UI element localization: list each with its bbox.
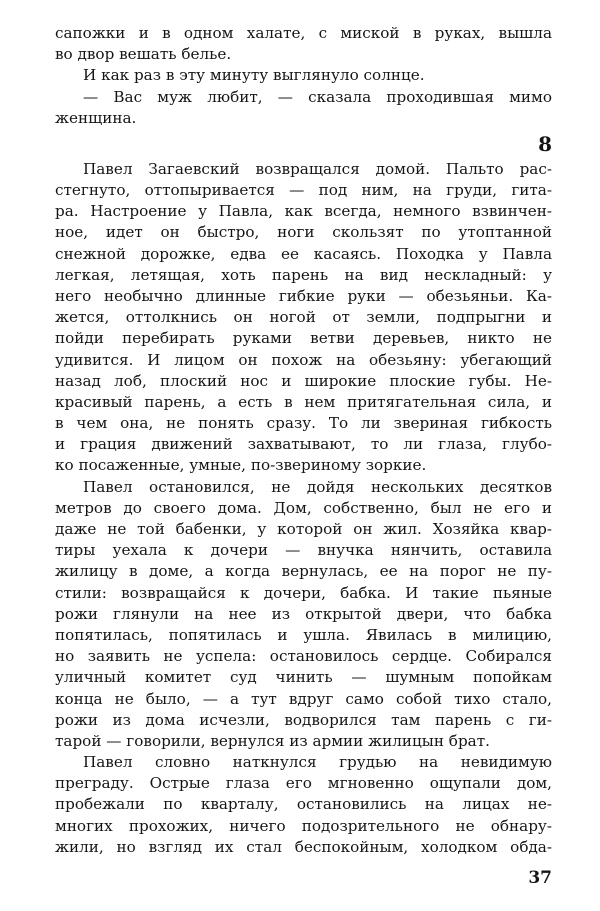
text-line: жется, оттолкнись он ногой от земли, подпрыгни и	[55, 308, 552, 326]
text-line: жили, но взгляд их стал беспокойным, холодком обда-	[55, 838, 552, 856]
text-line: Павел Загаевский возвращался домой. Пальто рас-	[83, 160, 552, 178]
text-line: назад лоб, плоский нос и широкие плоские губы. Не-	[55, 372, 552, 390]
page-number: 37	[528, 868, 552, 888]
text-line: Павел остановился, не дойдя нескольких десятков	[83, 478, 552, 496]
text-line: конца не было, — а тут вдруг само собой тихо стало,	[55, 690, 552, 708]
text-line: сапожки и в одном халате, с миской в руках, вышла	[55, 24, 552, 42]
text-line: пойди перебирать руками ветви деревьев, никто не	[55, 329, 552, 347]
text-line: тиры уехала к дочери — внучка нянчить, оставила	[55, 541, 552, 559]
text-line: женщина.	[55, 109, 137, 127]
text-line: во двор вешать белье.	[55, 45, 232, 63]
text-line: — Вас муж любит, — сказала проходившая мимо	[83, 88, 552, 106]
text-line: ко посаженные, умные, по-звериному зоркие.	[55, 456, 427, 474]
text-line: пробежали по кварталу, остановились на лицах не-	[55, 795, 552, 813]
text-line: Павел словно наткнулся грудью на невидимую	[83, 753, 552, 771]
text-line: него необычно длинные гибкие руки — обезьяньи. Ка-	[55, 287, 552, 305]
text-line: ное, идет он быстро, ноги скользят по утоптанной	[55, 223, 552, 241]
text-line: красивый парень, а есть в нем притягательная сила, и	[55, 393, 552, 411]
text-line: в чем она, не понять сразу. То ли звериная гибкость	[55, 414, 552, 432]
text-line: попятилась, попятилась и ушла. Явилась в милицию,	[55, 626, 552, 644]
text-line: уличный комитет суд чинить — шумным попойкам	[55, 668, 552, 686]
text-line: И как раз в эту минуту выглянуло солнце.	[83, 66, 425, 84]
text-line: и грация движений захватывают, то ли глаза, глубо-	[55, 435, 552, 453]
text-line: рожи из дома исчезли, водворился там парень с ги-	[55, 711, 552, 729]
text-line: многих прохожих, ничего подозрительного не обнару-	[55, 817, 552, 835]
text-line: стегнуто, оттопыривается — под ним, на груди, гита-	[55, 181, 552, 199]
text-line: жилицу в доме, а когда вернулась, ее на порог не пу-	[55, 562, 552, 580]
text-line: снежной дорожке, едва ее касаясь. Походка у Павла	[55, 245, 552, 263]
text-line: даже не той бабенки, у которой он жил. Хозяйка квар-	[55, 520, 552, 538]
text-line: преграду. Острые глаза его мгновенно ощупали дом,	[55, 774, 552, 792]
text-line: ра. Настроение у Павла, как всегда, немного взвинчен-	[55, 202, 552, 220]
text-line: рожи глянули на нее из открытой двери, что бабка	[55, 605, 552, 623]
section-number: 8	[538, 131, 552, 156]
text-line: легкая, летящая, хоть парень на вид нескладный: у	[55, 266, 552, 284]
text-line: удивится. И лицом он похож на обезьяну: убегающий	[55, 351, 552, 369]
text-line: метров до своего дома. Дом, собственно, был не его и	[55, 499, 552, 517]
text-line: стили: возвращайся к дочери, бабка. И такие пьяные	[55, 584, 552, 602]
text-line: тарой — говорили, вернулся из армии жилицын брат.	[55, 732, 490, 750]
text-line: но заявить не успела: остановилось сердце. Собирался	[55, 647, 552, 665]
